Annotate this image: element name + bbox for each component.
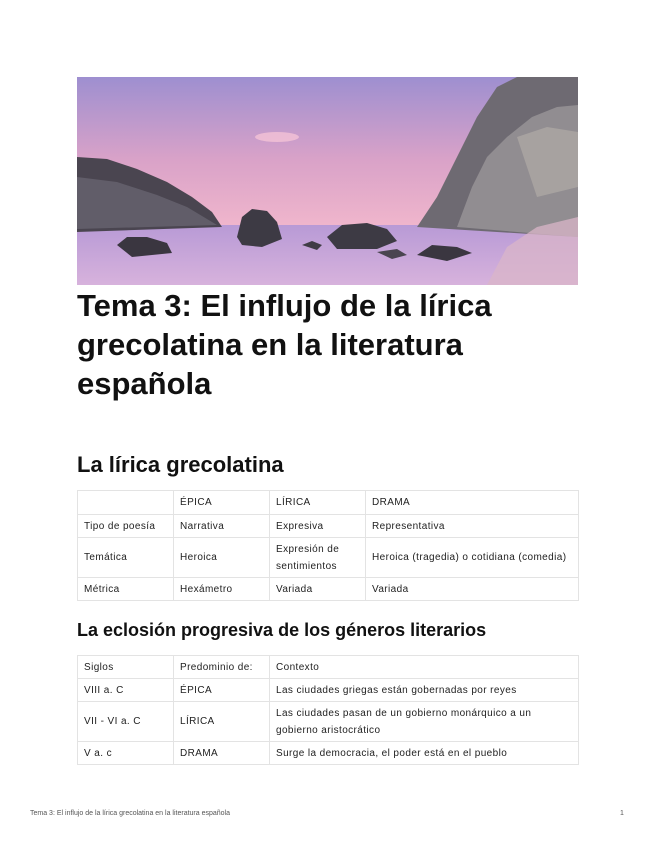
table-header-row — [78, 491, 579, 515]
table-cell: Expresión de sentimientos — [270, 538, 366, 578]
table-row — [78, 578, 579, 601]
table-cell: VII - VI a. C — [78, 702, 174, 742]
table-cell: Métrica — [78, 578, 174, 601]
table-cell: VIII a. C — [78, 679, 174, 702]
table-cell: Narrativa — [174, 515, 270, 538]
table-cell: LÍRICA — [174, 702, 270, 742]
table-header-row — [78, 656, 579, 679]
table-cell: Heroica — [174, 538, 270, 578]
section-heading-lirica: La lírica grecolatina — [77, 452, 284, 477]
table-row — [78, 538, 579, 578]
table-cell: Variada — [366, 578, 579, 601]
table-row — [78, 515, 579, 538]
table-cell: Expresiva — [270, 515, 366, 538]
table-cell: Siglos — [78, 656, 174, 679]
table-cell: Heroica (tragedia) o cotidiana (comedia) — [366, 538, 579, 578]
timeline-table — [77, 655, 579, 765]
table-cell: Hexámetro — [174, 578, 270, 601]
table-cell: Temática — [78, 538, 174, 578]
table-cell: Las ciudades pasan de un gobierno monárquico a un gobierno aristocrático — [270, 702, 579, 742]
table-cell: Variada — [270, 578, 366, 601]
section-heading-eclosion: La eclosión progresiva de los géneros literarios — [77, 620, 487, 640]
table-cell: Predominio de: — [174, 656, 270, 679]
table-cell: ÉPICA — [174, 679, 270, 702]
table-cell: Las ciudades griegas están gobernadas por reyes — [270, 679, 579, 702]
hero-image — [77, 77, 578, 285]
table-cell: LÍRICA — [270, 491, 366, 515]
table-row — [78, 702, 579, 742]
table-cell: Surge la democracia, el poder está en el pueblo — [270, 742, 579, 765]
table-cell: Representativa — [366, 515, 579, 538]
page-title: Tema 3: El influjo de la lírica grecolatina en la literatura española — [77, 288, 492, 401]
genres-table — [77, 490, 579, 601]
footer-title: Tema 3: El influjo de la lírica grecolatina en la literatura española — [30, 810, 231, 817]
table-cell: DRAMA — [174, 742, 270, 765]
table-cell: V a. c — [78, 742, 174, 765]
table-cell: ÉPICA — [174, 491, 270, 515]
table-cell — [78, 491, 174, 515]
table-cell: Contexto — [270, 656, 579, 679]
table-cell: Tipo de poesía — [78, 515, 174, 538]
table-row — [78, 679, 579, 702]
table-cell: DRAMA — [366, 491, 579, 515]
page-number: 1 — [620, 810, 624, 817]
table-row — [78, 742, 579, 765]
seascape-illustration — [77, 77, 578, 285]
